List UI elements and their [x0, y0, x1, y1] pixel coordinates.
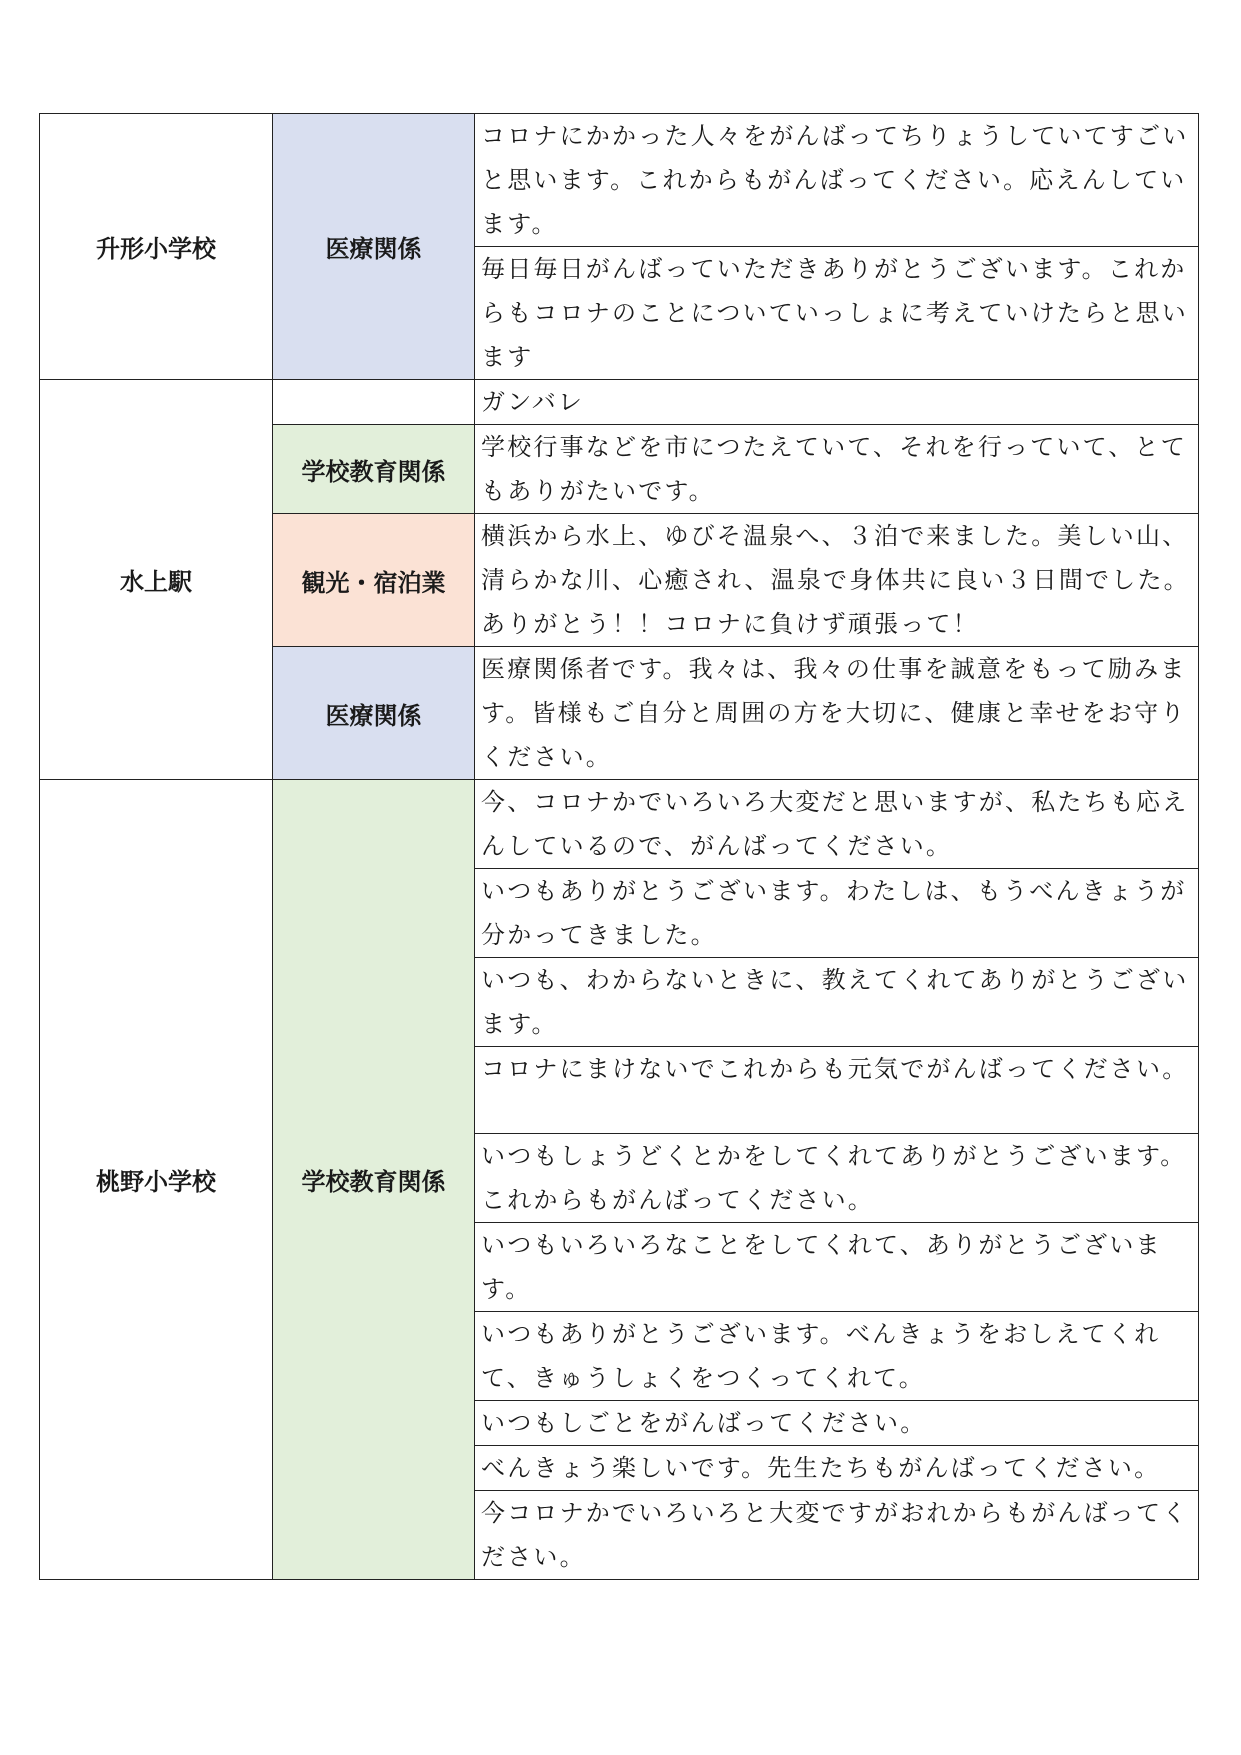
message-text: いつもありがとうございます。わたしは、もうべんきょうが分かってきました。	[481, 877, 1187, 949]
message-cell	[475, 647, 1199, 780]
category-label: 学校教育関係	[301, 457, 446, 486]
category-label: 医療関係	[325, 701, 422, 730]
message-cell	[475, 514, 1199, 647]
place-label: 升形小学校	[96, 235, 216, 263]
message-cell	[475, 1047, 1199, 1134]
message-table	[39, 113, 1199, 1580]
table-row	[40, 114, 1199, 247]
message-cell	[475, 1134, 1199, 1223]
category-label: 医療関係	[325, 235, 422, 263]
message-text: コロナにまけないでこれからも元気でがんばってください。	[481, 1055, 1189, 1083]
category-cell	[273, 514, 475, 647]
message-text: 横浜から水上、ゆびそ温泉へ、３泊で来ました。美しい山、清らかな川、心癒され、温泉で身体共に良い３日間でした。ありがとう！！コロナに負けず頑張って！	[481, 522, 1190, 638]
message-text: いつもいろいろなことをしてくれて、ありがとうございます。	[481, 1231, 1162, 1303]
place-cell	[40, 114, 273, 380]
message-cell	[475, 425, 1199, 514]
message-cell	[475, 1223, 1199, 1312]
category-cell	[273, 380, 475, 425]
message-text: 今、コロナかでいろいろ大変だと思いますが、私たちも応えんしているので、がんばってください。	[481, 788, 1189, 860]
category-label: 観光・宿泊業	[301, 568, 446, 597]
place-label: 桃野小学校	[96, 1168, 216, 1196]
message-cell	[475, 1312, 1199, 1401]
message-text: コロナにかかった人々をがんばってちりょうしていてすごいと思います。これからもがんばってください。応えんしています。	[481, 122, 1189, 238]
message-cell	[475, 1491, 1199, 1580]
message-text: 学校行事などを市につたえていて、それを行っていて、とてもありがたいです。	[481, 433, 1187, 505]
message-text: 毎日毎日がんばっていただきありがとうございます。これからもコロナのことについていっしょに考えていけたらと思います	[481, 255, 1188, 371]
message-text: いつもしょうどくとかをしてくれてありがとうございます。これからもがんばってください。	[481, 1142, 1187, 1214]
category-cell	[273, 647, 475, 780]
message-cell	[475, 114, 1199, 247]
table-row	[40, 380, 1199, 425]
category-cell	[273, 425, 475, 514]
category-label: 学校教育関係	[301, 1168, 446, 1196]
category-cell	[273, 114, 475, 380]
message-cell	[475, 869, 1199, 958]
message-text: 医療関係者です。我々は、我々の仕事を誠意をもって励みます。皆様もご自分と周囲の方を大切に、健康と幸せをお守りください。	[481, 655, 1187, 771]
message-cell	[475, 1446, 1199, 1491]
category-cell	[273, 780, 475, 1580]
message-text: ガンバレ	[481, 388, 585, 416]
message-text: いつも、わからないときに、教えてくれてありがとうございます。	[481, 966, 1189, 1038]
message-cell	[475, 380, 1199, 425]
table-row	[40, 780, 1199, 869]
place-label: 水上駅	[120, 568, 192, 596]
message-cell	[475, 780, 1199, 869]
place-cell	[40, 780, 273, 1580]
message-text: いつもしごとをがんばってください。	[481, 1409, 927, 1437]
message-cell	[475, 1401, 1199, 1446]
message-cell	[475, 958, 1199, 1047]
message-text: いつもありがとうございます。べんきょうをおしえてくれて、きゅうしょくをつくってくれて。	[481, 1320, 1161, 1392]
place-cell	[40, 380, 273, 780]
message-text: べんきょう楽しいです。先生たちもがんばってください。	[481, 1454, 1161, 1482]
message-cell	[475, 247, 1199, 380]
message-text: 今コロナかでいろいろと大変ですがおれからもがんばってください。	[481, 1499, 1189, 1571]
